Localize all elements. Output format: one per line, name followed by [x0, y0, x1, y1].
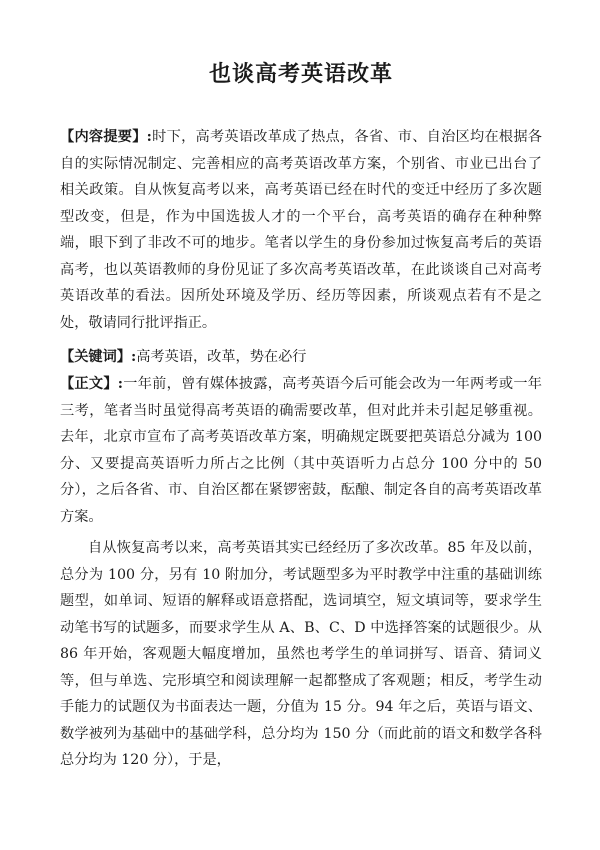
- page-title: 也谈高考英语改革: [208, 61, 393, 87]
- abstract-text: 时下，高考英语改革成了热点，各省、市、自治区均在根据各自的实际情况制定、完善相应的高考英语改革方案，个别省、市业已出台了相关政策。自从恢复高考以来，高考英语已经在时代的变迁中经历了多次题型改变，但是，作为中国选拔人才的一个平台，高考英语的确存在种种弊端，眼下到了非改不可的地步。笔者以学生的身份参加过恢复高考后的英语高考，也以英语教师的身份见证了多次高考英语改革，在此谈谈自己对高考英语改革的看法。因所处环境及学历、经历等因素，所谈观点若有不是之处，敬请同行批评指正。: [60, 129, 542, 331]
- keywords-paragraph: [60, 344, 542, 371]
- body-label: 【正文】:: [60, 376, 124, 392]
- abstract-paragraph: [60, 124, 542, 336]
- keywords-label: 【关键词】:: [60, 349, 137, 365]
- body-paragraph-1: [60, 371, 542, 530]
- body-paragraph-1-text: 一年前，曾有媒体披露，高考英语今后可能会改为一年两考或一年三考，笔者当时虽觉得高考英语的确需要改革，但对此并未引起足够重视。去年，北京市宣布了高考英语改革方案，明确规定既要把英语总分减为 100 分、又要提高英语听力所占之比例（其中英语听力占总分 100 分中的 50 分），之后各省、市、自治区都在紧锣密鼓，酝酿、制定各自的高考英语改革方案。: [60, 376, 542, 525]
- body-paragraph-2: 自从恢复高考以来，高考英语其实已经经历了多次改革。85 年及以前，总分为 100 分，另有 10 附加分，考试题型多为平时教学中注重的基础训练题型，如单词、短语的解释或语意搭配，选词填空，短文填词等，要求学生动笔书写的试题多，而要求学生从 A、B、C、D 中选择答案的试题很少。从 86 年开始，客观题大幅度增加，虽然也考学生的单词拼写、语音、猜词义等，但与单选、完形填空和阅读理解一起都整成了客观题；相反，考学生动手能力的试题仅为书面表达一题，分值为 15 分。94 年之后，英语与语文、数学被列为基础中的基础学科，总分均为 150 分（而此前的语文和数学各科总分均为 120 分），于是，: [60, 540, 542, 768]
- document-page: [60, 0, 542, 850]
- keywords-text: 高考英语，改革，势在必行: [136, 349, 307, 365]
- abstract-label: 【内容提要】:: [60, 129, 152, 145]
